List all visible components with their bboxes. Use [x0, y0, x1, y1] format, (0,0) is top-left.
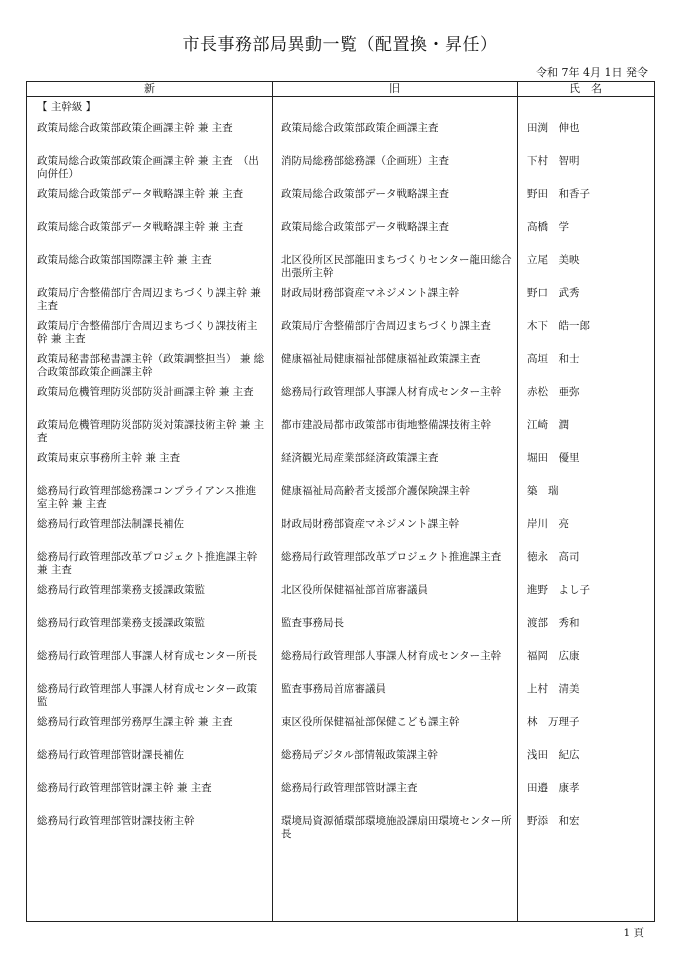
old-position-cell: 健康福祉局高齢者支援部介護保険課主幹 [281, 485, 470, 497]
new-position-cell: 政策局秘書部秘書課主幹（政策調整担当） 兼 総合政策部政策企画課主幹 [37, 353, 265, 378]
table-row [27, 353, 654, 386]
old-position-cell: 総務局行政管理部人事課人材育成センター主幹 [281, 386, 502, 398]
table-row [27, 749, 654, 782]
header-old: 旧 [389, 82, 400, 95]
page-number: 1 頁 [623, 927, 644, 939]
table-rows [27, 122, 654, 848]
old-position-cell: 政策局総合政策部データ戦略課主査 [281, 221, 449, 233]
old-position-cell: 政策局総合政策部政策企画課主査 [281, 122, 439, 134]
employee-name-cell: 江崎 潤 [527, 419, 569, 431]
table-row [27, 551, 654, 584]
employee-name-cell: 立尾 美映 [527, 254, 580, 266]
old-position-cell: 総務局行政管理部人事課人材育成センター主幹 [281, 650, 502, 662]
new-position-cell: 政策局総合政策部政策企画課主幹 兼 主査 [37, 122, 233, 134]
table-row [27, 650, 654, 683]
new-position-cell: 総務局行政管理部業務支援課政策監 [37, 617, 205, 629]
table-row [27, 188, 654, 221]
new-position-cell: 総務局行政管理部人事課人材育成センター政策監 [37, 683, 258, 708]
personnel-table [26, 81, 655, 922]
new-position-cell: 政策局庁舎整備部庁舎周辺まちづくり課主幹 兼 主査 [37, 287, 261, 312]
employee-name-cell: 田渕 伸也 [527, 122, 580, 134]
table-row [27, 155, 654, 188]
employee-name-cell: 野添 和宏 [527, 815, 580, 827]
old-position-cell: 消防局総務部総務課（企画班）主査 [281, 155, 449, 167]
new-position-cell: 総務局行政管理部改革プロジェクト推進課主幹 兼 主査 [37, 551, 258, 576]
new-position-cell: 総務局行政管理部労務厚生課主幹 兼 主査 [37, 716, 233, 728]
table-row [27, 584, 654, 617]
old-position-cell: 都市建設局都市政策部市街地整備課技術主幹 [281, 419, 491, 431]
table-row [27, 485, 654, 518]
old-position-cell: 総務局デジタル部情報政策課主幹 [281, 749, 438, 761]
employee-name-cell: 田邉 康孝 [527, 782, 580, 794]
header-name: 氏 名 [569, 82, 602, 95]
employee-name-cell: 築 瑞 [527, 485, 559, 497]
employee-name-cell: 高橋 学 [527, 221, 569, 233]
employee-name-cell: 林 万理子 [527, 716, 580, 728]
table-row [27, 716, 654, 749]
new-position-cell: 総務局行政管理部管財課長補佐 [37, 749, 184, 761]
old-position-cell: 北区役所保健福祉部首席審議員 [281, 584, 428, 596]
employee-name-cell: 上村 清美 [527, 683, 580, 695]
old-position-cell: 政策局総合政策部データ戦略課主査 [281, 188, 449, 200]
old-position-cell: 北区役所区民部龍田まちづくりセンター龍田総合出張所主幹 [281, 254, 512, 279]
employee-name-cell: 浅田 紀広 [527, 749, 580, 761]
employee-name-cell: 下村 智明 [527, 155, 580, 167]
employee-name-cell: 徳永 高司 [527, 551, 580, 563]
document-title: 市長事務部局異動一覧（配置換・昇任） [182, 35, 498, 55]
old-position-cell: 財政局財務部資産マネジメント課主幹 [281, 518, 460, 530]
employee-name-cell: 木下 皓一郎 [527, 320, 590, 332]
employee-name-cell: 渡部 秀和 [527, 617, 580, 629]
employee-name-cell: 福岡 広康 [527, 650, 580, 662]
old-position-cell: 総務局行政管理部改革プロジェクト推進課主査 [281, 551, 502, 563]
old-position-cell: 東区役所保健福祉部保健こども課主幹 [281, 716, 460, 728]
table-row [27, 122, 654, 155]
new-position-cell: 政策局総合政策部政策企画課主幹 兼 主査 （出向併任） [37, 155, 259, 180]
old-position-cell: 政策局庁舎整備部庁舎周辺まちづくり課主査 [281, 320, 491, 332]
employee-name-cell: 赤松 亜弥 [527, 386, 580, 398]
new-position-cell: 総務局行政管理部総務課コンプライアンス推進室主幹 兼 主査 [37, 485, 257, 510]
table-row [27, 320, 654, 353]
new-position-cell: 政策局危機管理防災部防災計画課主幹 兼 主査 [37, 386, 254, 398]
new-position-cell: 総務局行政管理部管財課主幹 兼 主査 [37, 782, 212, 794]
employee-name-cell: 野田 和香子 [527, 188, 590, 200]
employee-name-cell: 高垣 和士 [527, 353, 580, 365]
old-position-cell: 総務局行政管理部管財課主査 [281, 782, 418, 794]
table-row [27, 815, 654, 848]
new-position-cell: 総務局行政管理部人事課人材育成センター所長 [37, 650, 258, 662]
table-row [27, 782, 654, 815]
table-row [27, 287, 654, 320]
table-row [27, 683, 654, 716]
old-position-cell: 健康福祉局健康福祉部健康福祉政策課主査 [281, 353, 481, 365]
old-position-cell: 環境局資源循環部環境施設課扇田環境センター所長 [281, 815, 512, 840]
table-row [27, 518, 654, 551]
table-row [27, 386, 654, 419]
table-row [27, 617, 654, 650]
old-position-cell: 経済観光局産業部経済政策課主査 [281, 452, 439, 464]
header-new: 新 [144, 82, 155, 95]
table-row [27, 221, 654, 254]
employee-name-cell: 野口 武秀 [527, 287, 580, 299]
new-position-cell: 政策局総合政策部国際課主幹 兼 主査 [37, 254, 212, 266]
new-position-cell: 政策局総合政策部データ戦略課主幹 兼 主査 [37, 221, 244, 233]
grade-label: 【 主幹級 】 [37, 101, 97, 113]
old-position-cell: 監査事務局長 [281, 617, 344, 629]
new-position-cell: 政策局危機管理防災部防災対策課技術主幹 兼 主査 [37, 419, 265, 444]
issue-date: 令和 7年 4月 1日 発令 [536, 66, 648, 79]
employee-name-cell: 進野 よし子 [527, 584, 590, 596]
new-position-cell: 総務局行政管理部管財課技術主幹 [37, 815, 195, 827]
table-row [27, 254, 654, 287]
new-position-cell: 政策局総合政策部データ戦略課主幹 兼 主査 [37, 188, 244, 200]
new-position-cell: 総務局行政管理部法制課長補佐 [37, 518, 184, 530]
employee-name-cell: 岸川 亮 [527, 518, 569, 530]
table-row [27, 452, 654, 485]
new-position-cell: 総務局行政管理部業務支援課政策監 [37, 584, 205, 596]
header-divider [27, 96, 654, 97]
new-position-cell: 政策局東京事務所主幹 兼 主査 [37, 452, 181, 464]
old-position-cell: 財政局財務部資産マネジメント課主幹 [281, 287, 460, 299]
table-row [27, 419, 654, 452]
employee-name-cell: 堀田 優里 [527, 452, 580, 464]
new-position-cell: 政策局庁舎整備部庁舎周辺まちづくり課技術主幹 兼 主査 [37, 320, 258, 345]
old-position-cell: 監査事務局首席審議員 [281, 683, 386, 695]
